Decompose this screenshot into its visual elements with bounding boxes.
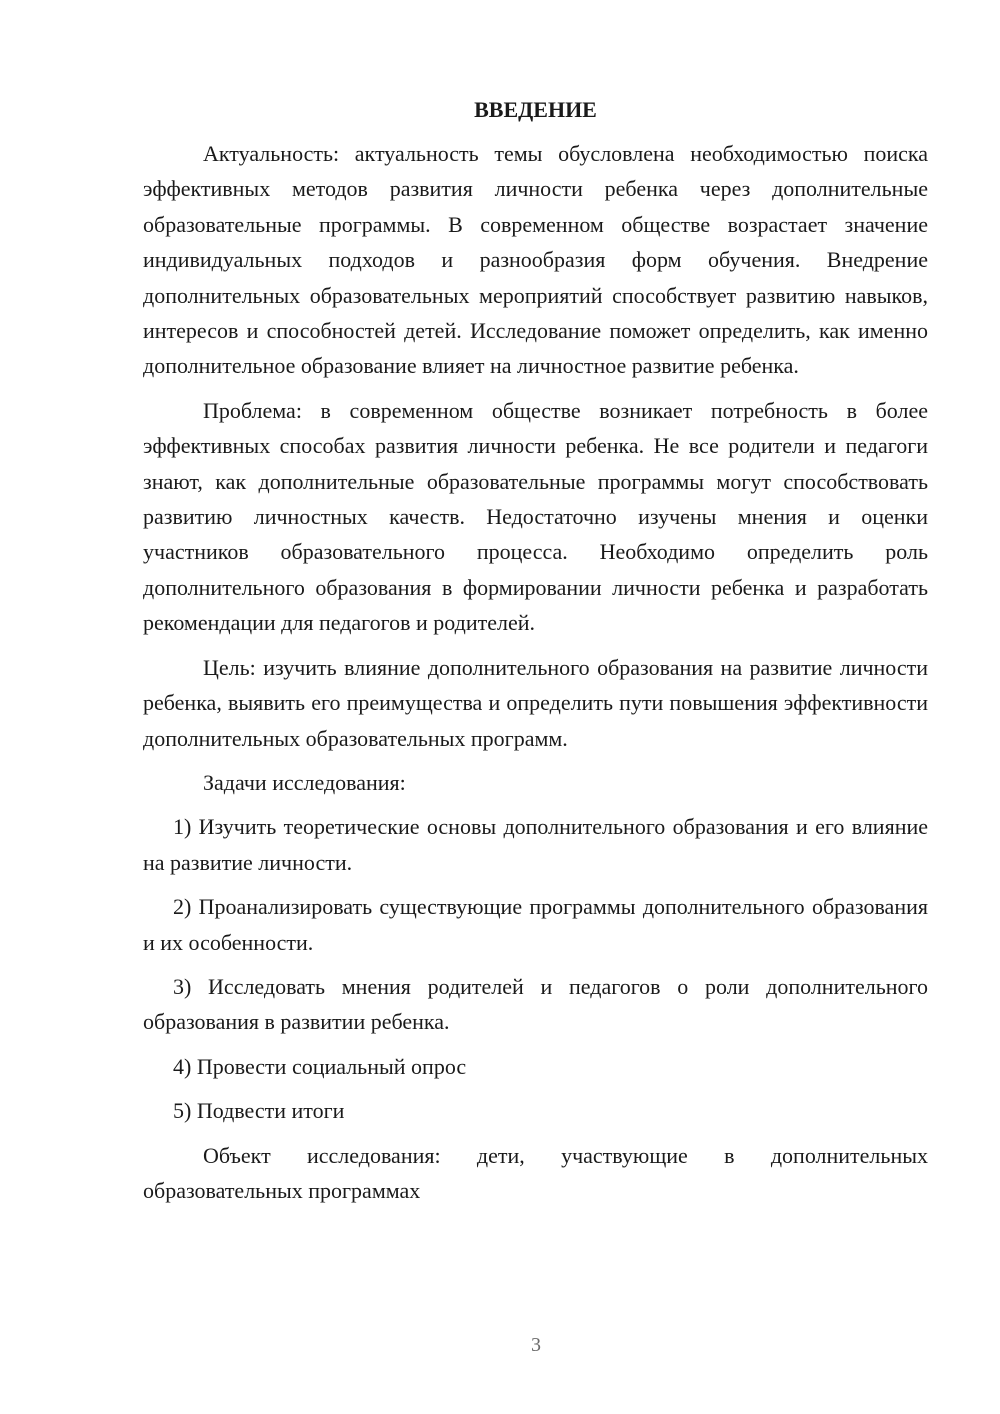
task-item-3: 3) Исследовать мнения родителей и педагогов о роли дополнительного образования в развитии ребенка. — [143, 973, 928, 1035]
paragraph-object: Объект исследования: дети, участвующие в дополнительных образовательных программах — [143, 1142, 928, 1203]
task-item-5: 5) Подвести итоги — [173, 1098, 345, 1124]
section-title: ВВЕДЕНИЕ — [474, 97, 597, 122]
task-item-2: 2) Проанализировать существующие программы дополнительного образования и их особенности. — [143, 894, 928, 955]
paragraph-goal: Цель: изучить влияние дополнительного образования на развитие личности ребенка, выявить его преимущества и определить пути повышения эффективности дополнительных образовательных программ. — [143, 654, 928, 751]
task-item-1: 1) Изучить теоретические основы дополнительного образования и его влияние на развитие личности. — [143, 814, 928, 875]
paragraph-problem: Проблема: в современном обществе возникает потребность в более эффективных способах развития личности ребенка. Не все родители и педагоги знают, как дополнительные образовательные программы могут способствовать развитию личностных качеств. Недостаточно изучены мнения и оценки участников образовательного процесса. Необходимо определить роль дополнительного образования в формировании личности ребенка и разработать рекомендации для педагогов и родителей. — [143, 397, 928, 636]
page-number: 3 — [531, 1334, 541, 1356]
tasks-heading: Задачи исследования: — [203, 769, 406, 795]
task-item-4: 4) Провести социальный опрос — [173, 1053, 467, 1079]
document-body — [143, 90, 928, 1217]
paragraph-relevance: Актуальность: актуальность темы обусловлена необходимостью поиска эффективных методов развития личности ребенка через дополнительные образовательные программы. В современном обществе возрастает значение индивидуальных подходов и разнообразия форм обучения. Внедрение дополнительных образовательных мероприятий способствует развитию навыков, интересов и способностей детей. Исследование поможет определить, как именно дополнительное образование влияет на личностное развитие ребенка. — [143, 141, 928, 379]
